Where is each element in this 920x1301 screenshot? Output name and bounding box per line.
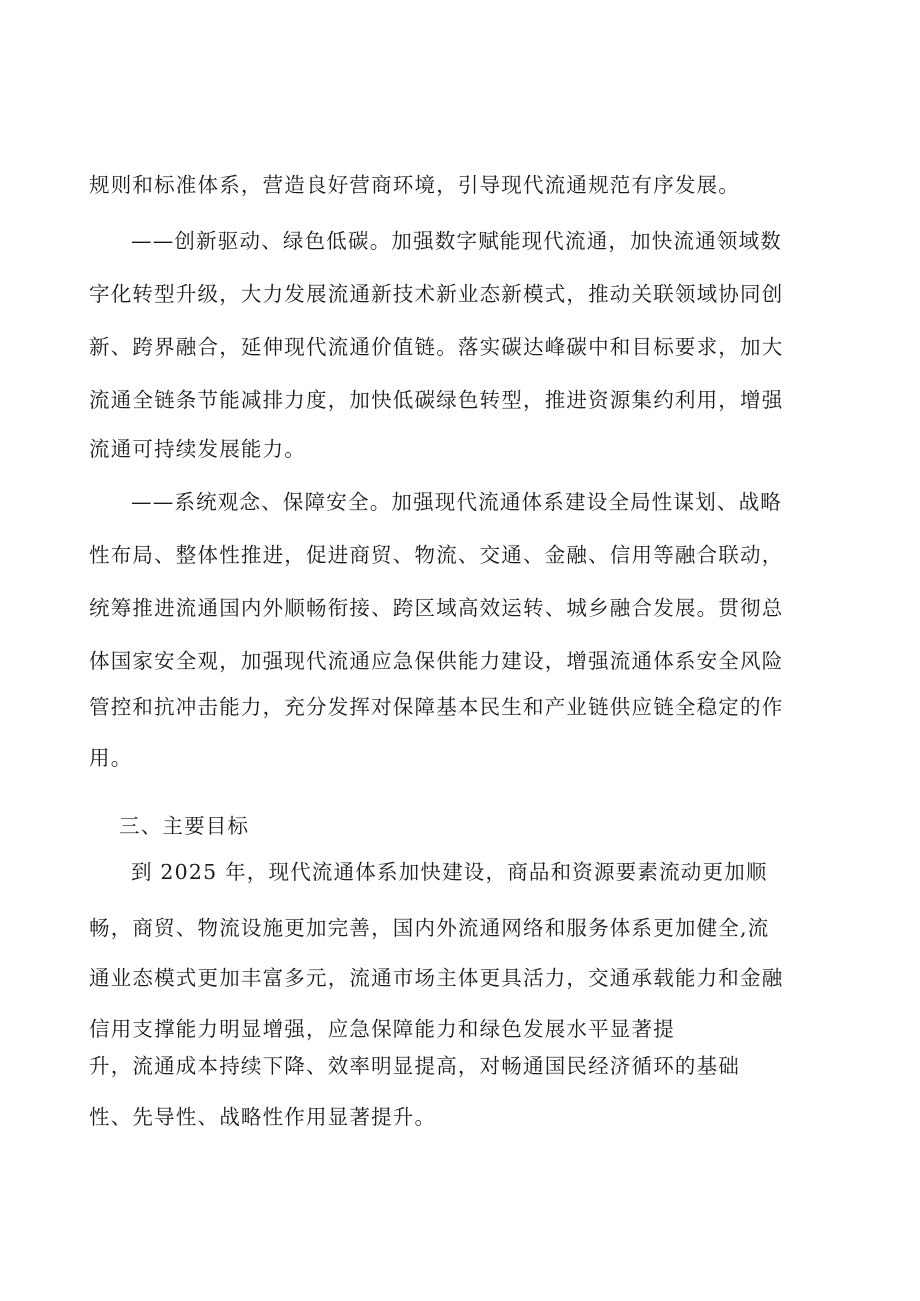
paragraph-line: 字化转型升级，大力发展流通新技术新业态新模式，推动关联领域协同创 — [89, 282, 784, 306]
paragraph-line: ——系统观念、保障安全。加强现代流通体系建设全局性谋划、战略 — [131, 490, 782, 514]
paragraph-line: 新、跨界融合，延伸现代流通价值链。落实碳达峰碳中和目标要求，加大 — [89, 335, 784, 359]
section-heading: 三、主要目标 — [119, 814, 250, 838]
paragraph-line: 统筹推进流通国内外顺畅衔接、跨区域高效运转、城乡融合发展。贯彻总 — [89, 596, 784, 620]
paragraph-line: 体国家安全观，加强现代流通应急保供能力建设，增强流通体系安全风险 — [89, 649, 784, 673]
paragraph-line: 性、先导性、战略性作用显著提升。 — [89, 1105, 437, 1129]
paragraph-line: 管控和抗冲击能力，充分发挥对保障基本民生和产业链供应链全稳定的作 — [89, 695, 784, 719]
paragraph-line: 信用支撑能力明显增强，应急保障能力和绿色发展水平显著提 — [89, 1017, 675, 1041]
paragraph-line: 性布局、整体性推进，促进商贸、物流、交通、金融、信用等融合联动， — [89, 543, 784, 567]
paragraph-line: 到 2025 年，现代流通体系加快建设，商品和资源要素流动更加顺 — [131, 860, 768, 884]
paragraph-line: 畅，商贸、物流设施更加完善，国内外流通网络和服务体系更加健全,流 — [89, 916, 770, 940]
paragraph-line: 升，流通成本持续下降、效率明显提高，对畅通国民经济循环的基础 — [89, 1054, 740, 1078]
paragraph-line: ——创新驱动、绿色低碳。加强数字赋能现代流通，加快流通领域数 — [131, 229, 782, 253]
paragraph-line: 通业态模式更加丰富多元，流通市场主体更具活力，交通承载能力和金融 — [89, 966, 784, 990]
paragraph-line: 规则和标准体系，营造良好营商环境，引导现代流通规范有序发展。 — [89, 173, 740, 197]
paragraph-line: 流通全链条节能减排力度，加快低碳绿色转型，推进资源集约利用，增强 — [89, 388, 784, 412]
paragraph-line: 用。 — [89, 746, 133, 770]
paragraph-line: 流通可持续发展能力。 — [89, 437, 306, 461]
